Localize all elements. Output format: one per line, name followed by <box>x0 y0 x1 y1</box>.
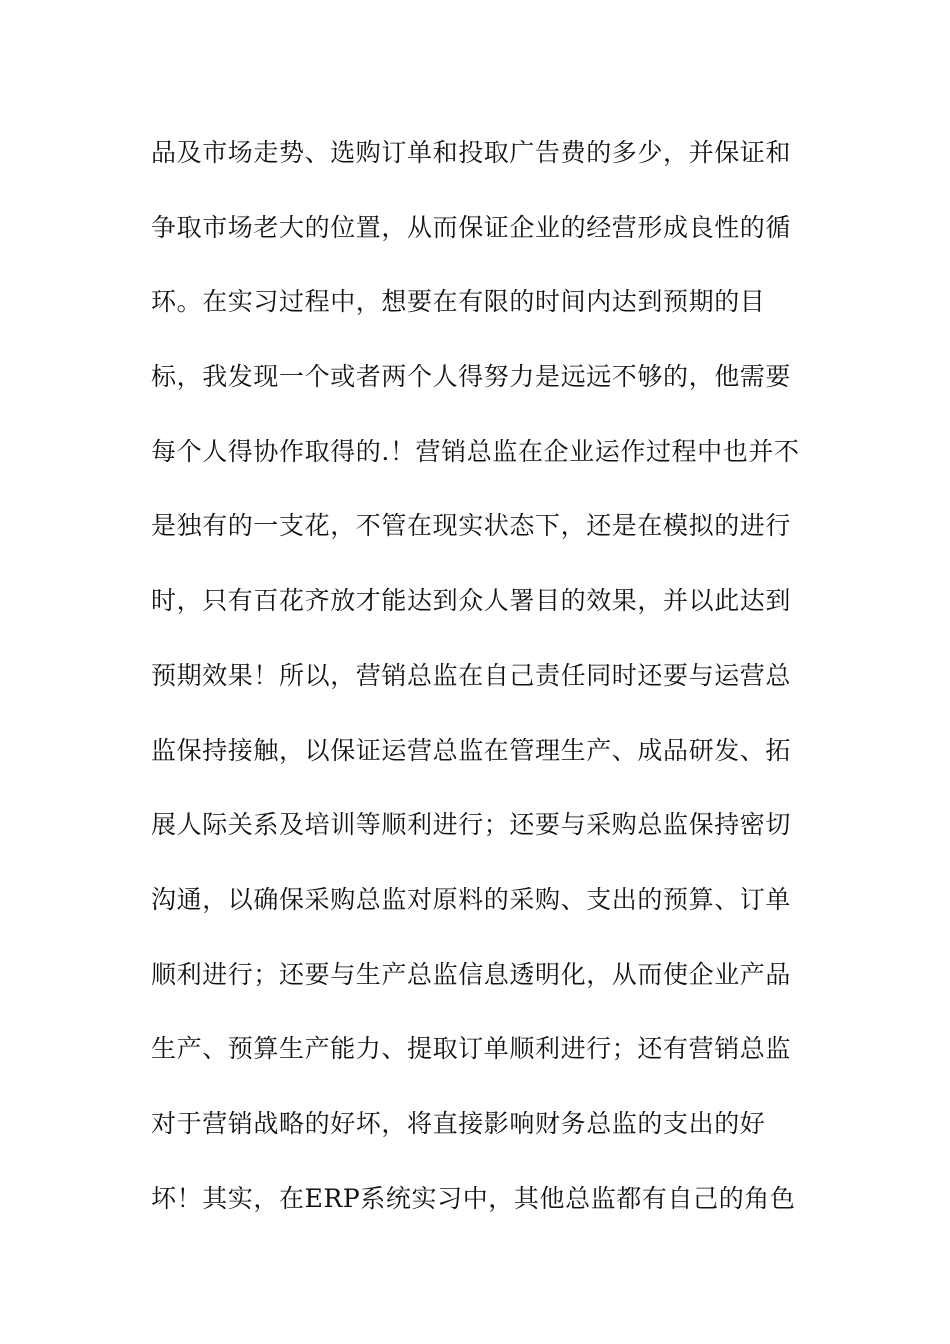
text-line: 生产、预算生产能力、提取订单顺利进行；还有营销总监 <box>151 1034 792 1064</box>
text-line: 沟通，以确保采购总监对原料的采购、支出的预算、订单 <box>151 884 792 914</box>
text-line: 环。在实习过程中，想要在有限的时间内达到预期的目 <box>151 287 766 317</box>
body-paragraph <box>151 128 811 1248</box>
text-line: 对于营销战略的好坏，将直接影响财务总监的支出的好 <box>151 1108 766 1138</box>
text-line: 每个人得协作取得的.！营销总监在企业运作过程中也并不 <box>151 436 800 466</box>
text-line: 展人际关系及培训等顺利进行；还要与采购总监保持密切 <box>151 810 792 840</box>
text-line: 时，只有百花齐放才能达到众人署目的效果，并以此达到 <box>151 586 792 616</box>
text-line: 品及市场走势、选购订单和投取广告费的多少，并保证和 <box>151 138 792 167</box>
text-line: 标，我发现一个或者两个人得努力是远远不够的，他需要 <box>151 362 792 392</box>
text-line: 监保持接触，以保证运营总监在管理生产、成品研发、拓 <box>151 735 792 765</box>
text-line: 是独有的一支花，不管在现实状态下，还是在模拟的进行 <box>151 511 792 541</box>
text-line: 顺利进行；还要与生产总监信息透明化，从而使企业产品 <box>151 959 792 989</box>
text-line: 争取市场老大的位置，从而保证企业的经营形成良性的循 <box>151 212 792 242</box>
text-line: 坏！其实，在ERP系统实习中，其他总监都有自己的角色 <box>151 1183 796 1213</box>
text-line: 预期效果！所以，营销总监在自己责任同时还要与运营总 <box>151 660 792 690</box>
